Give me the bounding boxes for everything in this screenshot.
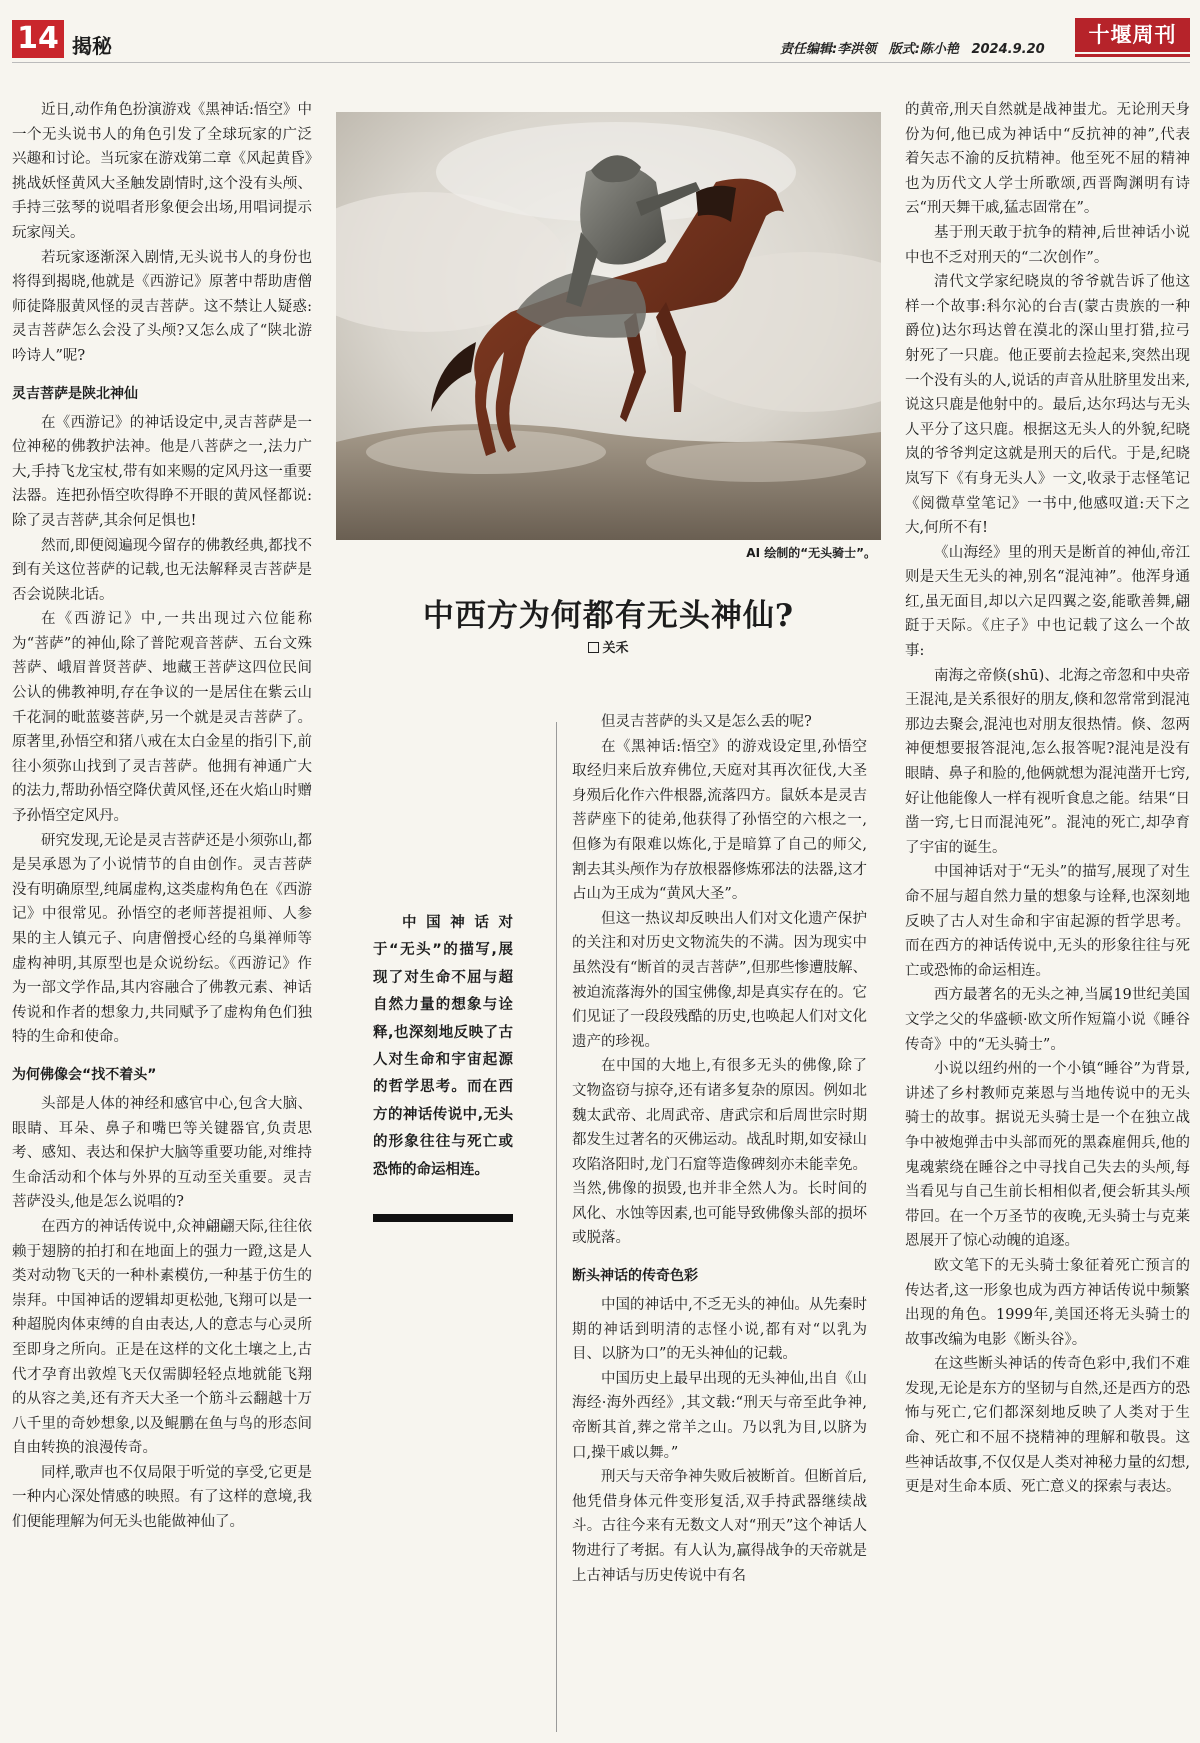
subheading: 灵吉菩萨是陕北神仙	[12, 385, 138, 402]
page-number: 14	[12, 20, 64, 58]
article-byline	[336, 637, 881, 656]
article-column-1	[12, 98, 312, 1535]
article-column-4	[905, 98, 1190, 1500]
headless-knight-image-icon	[336, 112, 881, 540]
paragraph: 南海之帝倏(shū)、北海之帝忽和中央帝王混沌,是关系很好的朋友,倏和忽常常到混沌那边去聚会,混沌也对朋友很热情。倏、忽两神便想要报答混沌,怎么报答呢?混沌是没有眼睛、鼻子和脸的,他俩就想为混沌凿开七窍,好让他能像人一样有视听食息之能。结果“日凿一窍,七日而混沌死”。混沌的死亡,却孕育了宇宙的诞生。	[905, 667, 1190, 856]
paragraph: 的黄帝,刑天自然就是战神蚩尤。无论刑天身份为何,他已成为神话中“反抗神的神”,代表着矢志不渝的反抗精神。他至死不屈的精神也为历代文人学士所歌颂,西晋陶渊明有诗云“刑天舞干戚,猛志固常在”。	[905, 102, 1190, 217]
editor-credit: 责任编辑:李洪领	[780, 42, 877, 57]
paragraph: 中国的神话中,不乏无头的神仙。从先秦时期的神话到明清的志怪小说,都有对“以乳为目、以脐为口”的无头神仙的记载。	[572, 1297, 867, 1363]
pull-quote-bar	[373, 1214, 513, 1222]
image-caption: AI 绘制的“无头骑士”。	[746, 546, 876, 560]
issue-date: 2024.9.20	[971, 42, 1045, 57]
paragraph: 若玩家逐渐深入剧情,无头说书人的身份也将得到揭晓,他就是《西游记》原著中帮助唐僧师徒降服黄风怪的灵吉菩萨。这不禁让人疑惑:灵吉菩萨怎么会没了头颅?又怎么成了“陕北游吟诗人”呢?	[12, 249, 312, 364]
paragraph: 中国神话对于“无头”的描写,展现了对生命不屈与超自然力量的想象与诠释,也深刻地反映了古人对生命和宇宙起源的哲学思考。而在西方的神话传说中,无头的形象往往与死亡或恐怖的命运相连。	[905, 864, 1190, 979]
paragraph: 在《西游记》中,一共出现过六位能称为“菩萨”的神仙,除了普陀观音菩萨、五台文殊菩萨、峨眉普贤菩萨、地藏王菩萨这四位民间公认的佛教神明,存在争议的一是居住在紫云山千花洞的毗蓝婆菩萨,另一个就是灵吉菩萨了。原著里,孙悟空和猪八戒在太白金星的指引下,前往小须弥山找到了灵吉菩萨。他拥有神通广大的法力,帮助孙悟空降伏黄风怪,还在火焰山时赠予孙悟空定风丹。	[12, 611, 312, 825]
square-box-icon	[588, 642, 599, 653]
paragraph: 但这一热议却反映出人们对文化遗产保护的关注和对历史文物流失的不满。因为现实中虽然没有“断首的灵吉菩萨”,但那些惨遭肢解、被迫流落海外的国宝佛像,却是真实存在的。它们见证了一段段残酷的历史,也唤起人们对文化遗产的珍视。	[572, 910, 867, 1050]
masthead-logo: 十堰周刊	[1075, 18, 1190, 52]
paragraph: 然而,即便阅遍现今留存的佛教经典,都找不到有关这位菩萨的记载,也无法解释灵吉菩萨是否会说陕北话。	[12, 537, 312, 603]
headless-knight-illustration	[336, 112, 881, 540]
pull-quote	[373, 910, 513, 1184]
paragraph: 中国历史上最早出现的无头神仙,出自《山海经·海外西经》,其文载:“刑天与帝至此争神,帝断其首,葬之常羊之山。乃以乳为目,以脐为口,操干戚以舞。”	[572, 1370, 867, 1461]
paragraph: 《山海经》里的刑天是断首的神仙,帝江则是天生无头的神,别名“混沌神”。他浑身通红,虽无面目,却以六足四翼之姿,能歌善舞,翩跹于天际。《庄子》中也记载了这么一个故事:	[905, 544, 1190, 660]
paragraph: 西方最著名的无头之神,当属19世纪美国文学之父的华盛顿·欧文所作短篇小说《睡谷传奇》中的“无头骑士”。	[905, 987, 1190, 1053]
paragraph: 小说以纽约州的一个小镇“睡谷”为背景,讲述了乡村教师克莱恩与当地传说中的无头骑士的故事。据说无头骑士是一个在独立战争中被炮弹击中头部而死的黑森雇佣兵,他的鬼魂萦绕在睡谷之中寻找自己失去的头颅,每当看见与自己生前长相相似者,便会斩其头颅带回。在一个万圣节的夜晚,无头骑士与克莱恩展开了惊心动魄的追逐。	[905, 1061, 1190, 1250]
editor-meta	[780, 38, 1053, 57]
header-rule	[12, 62, 1190, 63]
paragraph: 在《黑神话:悟空》的游戏设定里,孙悟空取经归来后放弃佛位,天庭对其再次征伐,大圣身殒后化作六件根器,流落四方。鼠妖本是灵吉菩萨座下的徒弟,他获得了孙悟空的六根之一,但修为有限难以炼化,于是暗算了自己的师父,割去其头颅作为存放根器修炼邪法的法器,这才占山为王成为“黄风大圣”。	[572, 738, 867, 903]
paragraph: 在西方的神话传说中,众神翩翩天际,往往依赖于翅膀的拍打和在地面上的强力一蹬,这是人类对动物飞天的一种朴素模仿,一种基于仿生的崇拜。中国神话的逻辑却更松弛,飞翔可以是一种超脱肉体束缚的自由表达,人的意志与心灵所至即身之所向。正是在这样的文化土壤之上,古代才孕育出敦煌飞天仅需脚轻轻点地就能飞翔的从容之美,还有齐天大圣一个筋斗云翻越十万八千里的奇妙想象,以及鲲鹏在鱼与鸟的形态间自由转换的浪漫传奇。	[12, 1218, 312, 1457]
masthead-rule	[1075, 54, 1190, 57]
paragraph: 清代文学家纪晓岚的爷爷就告诉了他这样一个故事:科尔沁的台吉(蒙古贵族的一种爵位)达尔玛达曾在漠北的深山里打猎,拉弓射死了一只鹿。他正要前去捡起来,突然出现一个没有头的人,说话的声音从肚脐里发出来,说这只鹿是他射中的。最后,达尔玛达与无头人平分了这只鹿。根据这无头人的外貌,纪晓岚的爷爷判定这就是刑天的后代。于是,纪晓岚写下《有身无头人》一文,收录于志怪笔记《阅微草堂笔记》一书中,他感叹道:天下之大,何所不有!	[905, 274, 1190, 537]
author-name: 关禾	[602, 641, 629, 656]
subheading: 为何佛像会“找不着头”	[12, 1066, 157, 1083]
paragraph: 同样,歌声也不仅局限于听觉的享受,它更是一种内心深处情感的映照。有了这样的意境,我们便能理解为何无头也能做神仙了。	[12, 1464, 312, 1531]
paragraph: 在《西游记》的神话设定中,灵吉菩萨是一位神秘的佛教护法神。他是八菩萨之一,法力广大,手持飞龙宝杖,带有如来赐的定风丹这一重要法器。连把孙悟空吹得睁不开眼的黄风怪都说:除了灵吉菩萨,其余何足惧也!	[12, 414, 312, 529]
paragraph: 近日,动作角色扮演游戏《黑神话:悟空》中一个无头说书人的角色引发了全球玩家的广泛兴趣和讨论。当玩家在游戏第二章《风起黄昏》挑战妖怪黄风大圣触发剧情时,这个没有头颅、手持三弦琴的说唱者形象便会出场,用唱词提示玩家闯关。	[12, 102, 312, 241]
pull-quote-text: 中国神话对于“无头”的描写,展现了对生命不屈与超自然力量的想象与诠释,也深刻地反映了古人对生命和宇宙起源的哲学思考。而在西方的神话传说中,无头的形象往往与死亡或恐怖的命运相连。	[373, 915, 513, 1178]
section-label: 揭秘	[72, 34, 112, 58]
article-headline: 中西方为何都有无头神仙?	[422, 598, 795, 634]
paragraph: 欧文笔下的无头骑士象征着死亡预言的传达者,这一形象也成为西方神话传说中频繁出现的角色。1999年,美国还将无头骑士的故事改编为电影《断头谷》。	[905, 1257, 1190, 1348]
column-divider	[556, 722, 557, 1732]
paragraph: 但灵吉菩萨的头又是怎么丢的呢?	[601, 714, 812, 730]
paragraph: 刑天与天帝争神失败后被断首。但断首后,他凭借身体元件变形复活,双手持武器继续战斗。古往今来有无数文人对“刑天”这个神话人物进行了考据。有人认为,赢得战争的天帝就是上古神话与历史传说中有名	[572, 1469, 867, 1584]
article-column-3	[572, 710, 867, 1588]
layout-credit: 版式:陈小艳	[888, 42, 959, 57]
paragraph: 研究发现,无论是灵吉菩萨还是小须弥山,都是吴承恩为了小说情节的自由创作。灵吉菩萨没有明确原型,纯属虚构,这类虚构角色在《西游记》中很常见。孙悟空的老师菩提祖师、人参果的主人镇元子、向唐僧授心经的乌巢禅师等虚构神明,其原型也是众说纷纭。《西游记》作为一部文学作品,其内容融合了佛教元素、神话传说和作者的想象力,共同赋予了虚构角色们独特的生命和使命。	[12, 832, 312, 1046]
paragraph: 在这些断头神话的传奇色彩中,我们不难发现,无论是东方的坚韧与自然,还是西方的恐怖与死亡,它们都深刻地反映了人类对于生命、死亡和不屈不挠精神的理解和敬畏。这些神话故事,不仅仅是人类对神秘力量的幻想,更是对生命本质、死亡意义的探索与表达。	[905, 1356, 1190, 1496]
subheading: 断头神话的传奇色彩	[572, 1268, 698, 1285]
paragraph: 头部是人体的神经和感官中心,包含大脑、眼睛、耳朵、鼻子和嘴巴等关键器官,负责思考、感知、表达和保护大脑等重要功能,对维持生命活动和个体与外界的互动至关重要。灵吉菩萨没头,他是怎么说唱的?	[12, 1095, 312, 1211]
paragraph: 基于刑天敢于抗争的精神,后世神话小说中也不乏对刑天的“二次创作”。	[905, 224, 1190, 266]
paragraph: 在中国的大地上,有很多无头的佛像,除了文物盗窃与掠夺,还有诸多复杂的原因。例如北魏太武帝、北周武帝、唐武宗和后周世宗时期都发生过著名的灭佛运动。战乱时期,如安禄山攻陷洛阳时,龙门石窟等造像碑刻亦未能幸免。当然,佛像的损毁,也并非全然人为。长时间的风化、水蚀等因素,也可能导致佛像头部的损坏或脱落。	[572, 1058, 867, 1247]
